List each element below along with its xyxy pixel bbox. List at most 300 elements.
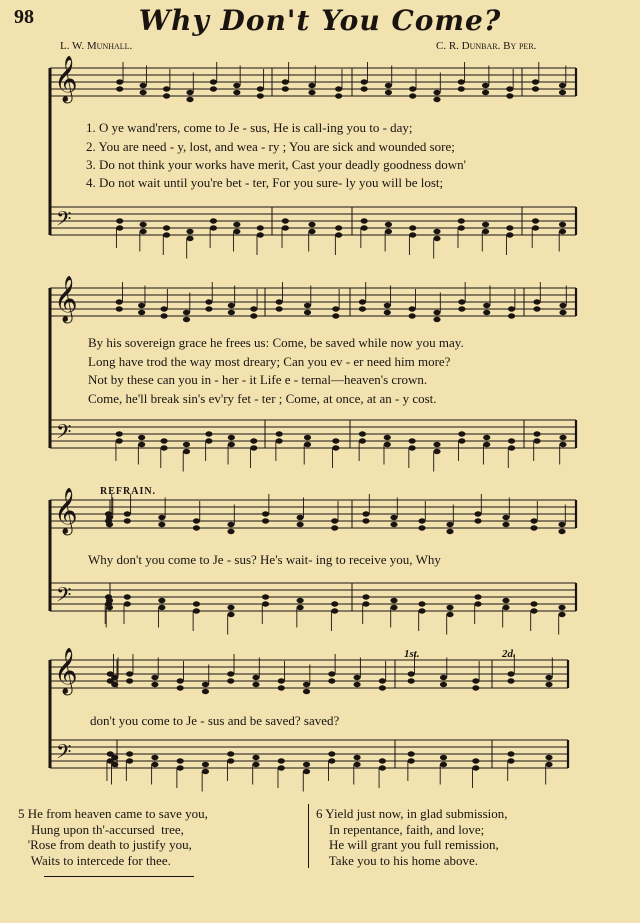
note-head	[446, 605, 453, 610]
note-head	[418, 518, 425, 523]
note-head	[177, 678, 184, 683]
note-head	[183, 442, 190, 447]
note-head	[276, 431, 283, 436]
note-head	[474, 518, 481, 523]
treble-clef-icon: 𝄞	[54, 648, 78, 694]
note-head	[362, 511, 369, 516]
note-head	[124, 594, 131, 599]
note-head	[210, 79, 217, 84]
note-head	[262, 511, 269, 516]
note-head	[384, 435, 391, 440]
note-head	[328, 678, 335, 683]
note-head	[205, 431, 212, 436]
note-head	[250, 438, 257, 443]
note-head	[530, 601, 537, 606]
note-head	[227, 678, 234, 683]
note-head	[116, 438, 123, 443]
note-head	[559, 83, 566, 88]
note-head	[408, 678, 415, 683]
note-head	[385, 83, 392, 88]
note-head	[163, 232, 170, 237]
note-head	[124, 518, 131, 523]
note-head	[332, 438, 339, 443]
note-head	[559, 310, 566, 315]
note-head	[262, 594, 269, 599]
note-head	[210, 225, 217, 230]
treble-clef-icon: 𝄞	[54, 56, 78, 102]
note-head	[303, 769, 310, 774]
page-number: 98	[14, 6, 34, 28]
note-head	[353, 682, 360, 687]
note-head	[106, 598, 113, 603]
note-head	[140, 229, 147, 234]
note-head	[276, 438, 283, 443]
note-head	[138, 442, 145, 447]
note-head	[390, 598, 397, 603]
note-head	[332, 445, 339, 450]
lyric-line-2-3: Not by these can you in - her - it Life e - ternal—heaven's crown.	[88, 372, 428, 387]
note-head	[483, 303, 490, 308]
note-head	[308, 83, 315, 88]
note-head	[186, 236, 193, 241]
note-head	[545, 682, 552, 687]
note-head	[335, 93, 342, 98]
note-head	[390, 515, 397, 520]
note-head	[151, 762, 158, 767]
note-head	[303, 682, 310, 687]
lyric-line-2-1: By his sovereign grace he frees us: Come, be saved while now you may.	[88, 335, 464, 350]
note-head	[530, 608, 537, 613]
note-head	[177, 765, 184, 770]
bass-clef-icon: 𝄢	[56, 583, 72, 611]
note-head	[408, 671, 415, 676]
note-head	[390, 522, 397, 527]
note-head	[440, 675, 447, 680]
note-head	[177, 758, 184, 763]
note-head	[193, 601, 200, 606]
lyric-line-2-2: Long have trod the way most dreary; Can you ev - er need him more?	[88, 354, 451, 369]
note-head	[331, 525, 338, 530]
note-head	[559, 442, 566, 447]
refrain-label: REFRAIN.	[100, 486, 157, 497]
bass-clef-icon: 𝄢	[56, 740, 72, 768]
note-head	[257, 225, 264, 230]
note-head	[474, 601, 481, 606]
note-head	[362, 601, 369, 606]
note-head	[140, 222, 147, 227]
note-head	[202, 682, 209, 687]
note-head	[228, 310, 235, 315]
note-head	[252, 682, 259, 687]
note-head	[140, 83, 147, 88]
note-head	[458, 431, 465, 436]
note-head	[151, 682, 158, 687]
note-head	[361, 79, 368, 84]
note-head	[193, 518, 200, 523]
note-head	[335, 225, 342, 230]
treble-clef-icon: 𝄞	[54, 488, 78, 534]
note-head	[227, 612, 234, 617]
note-head	[257, 86, 264, 91]
note-head	[183, 310, 190, 315]
note-head	[193, 525, 200, 530]
note-head	[446, 612, 453, 617]
note-head	[278, 678, 285, 683]
note-head	[359, 438, 366, 443]
note-head	[233, 229, 240, 234]
note-head	[160, 306, 167, 311]
note-head	[205, 438, 212, 443]
note-head	[379, 765, 386, 770]
note-head	[126, 758, 133, 763]
note-head	[228, 303, 235, 308]
note-head	[458, 225, 465, 230]
note-head	[506, 86, 513, 91]
note-head	[385, 90, 392, 95]
note-head	[193, 608, 200, 613]
note-head	[361, 218, 368, 223]
note-head	[126, 671, 133, 676]
note-head	[308, 229, 315, 234]
note-head	[233, 90, 240, 95]
note-head	[303, 762, 310, 767]
note-head	[532, 218, 539, 223]
note-head	[297, 605, 304, 610]
note-head	[483, 435, 490, 440]
note-head	[532, 79, 539, 84]
note-head	[106, 522, 113, 527]
note-head	[409, 438, 416, 443]
first-ending-label: 1st.	[404, 648, 420, 660]
note-head	[559, 229, 566, 234]
note-head	[385, 222, 392, 227]
note-head	[506, 225, 513, 230]
note-head	[151, 675, 158, 680]
note-head	[160, 313, 167, 318]
second-ending-label: 2d.	[502, 648, 516, 660]
note-head	[384, 310, 391, 315]
note-head	[250, 306, 257, 311]
note-head	[116, 218, 123, 223]
note-head	[227, 522, 234, 527]
note-head	[533, 431, 540, 436]
note-head	[205, 299, 212, 304]
note-head	[278, 758, 285, 763]
lyric-line-2-4: Come, he'll break sin's ev'ry fet - ter ; Come, at once, at an - y cost.	[88, 391, 437, 406]
note-head	[160, 438, 167, 443]
note-head	[379, 758, 386, 763]
note-head	[558, 605, 565, 610]
note-head	[409, 232, 416, 237]
note-head	[116, 299, 123, 304]
refrain-line-1: Why don't you come to Je - sus? He's wait- ing to receive you, Why	[88, 552, 441, 567]
bass-clef-icon: 𝄢	[56, 207, 72, 235]
note-head	[111, 762, 118, 767]
note-head	[409, 445, 416, 450]
note-head	[304, 442, 311, 447]
refrain-line-2: don't you come to Je - sus and be saved? saved?	[90, 713, 340, 728]
note-head	[359, 306, 366, 311]
footer-rule	[44, 876, 194, 877]
note-head	[282, 225, 289, 230]
note-head	[332, 306, 339, 311]
note-head	[138, 303, 145, 308]
note-head	[361, 86, 368, 91]
note-head	[472, 765, 479, 770]
note-head	[433, 442, 440, 447]
note-head	[482, 83, 489, 88]
note-head	[409, 306, 416, 311]
note-head	[508, 438, 515, 443]
note-head	[158, 515, 165, 520]
note-head	[331, 608, 338, 613]
note-head	[482, 90, 489, 95]
note-head	[332, 313, 339, 318]
note-head	[433, 90, 440, 95]
note-head	[140, 90, 147, 95]
note-head	[507, 751, 514, 756]
note-head	[297, 522, 304, 527]
note-head	[282, 218, 289, 223]
note-head	[328, 758, 335, 763]
note-head	[227, 671, 234, 676]
note-head	[278, 685, 285, 690]
note-head	[183, 449, 190, 454]
note-head	[163, 86, 170, 91]
note-head	[158, 605, 165, 610]
note-head	[408, 751, 415, 756]
note-head	[379, 678, 386, 683]
note-head	[559, 303, 566, 308]
note-head	[111, 682, 118, 687]
note-head	[545, 755, 552, 760]
note-head	[138, 435, 145, 440]
note-head	[257, 93, 264, 98]
note-head	[440, 762, 447, 767]
note-head	[186, 97, 193, 102]
note-head	[446, 529, 453, 534]
note-head	[250, 445, 257, 450]
note-head	[183, 317, 190, 322]
note-head	[257, 232, 264, 237]
note-head	[335, 86, 342, 91]
stanza-divider	[308, 804, 309, 868]
note-head	[151, 755, 158, 760]
note-head	[433, 97, 440, 102]
note-head	[124, 511, 131, 516]
note-head	[532, 86, 539, 91]
note-head	[483, 442, 490, 447]
note-head	[384, 442, 391, 447]
note-head	[458, 299, 465, 304]
note-head	[385, 229, 392, 234]
note-head	[353, 762, 360, 767]
note-head	[482, 229, 489, 234]
note-head	[138, 310, 145, 315]
note-head	[502, 598, 509, 603]
note-head	[210, 86, 217, 91]
note-head	[533, 306, 540, 311]
note-head	[158, 598, 165, 603]
note-head	[233, 222, 240, 227]
note-head	[506, 93, 513, 98]
note-head	[359, 299, 366, 304]
note-head	[507, 671, 514, 676]
note-head	[252, 675, 259, 680]
note-head	[533, 438, 540, 443]
lyric-line-1-2: 2. You are need - y, lost, and wea - ry ; You are sick and wounded sore;	[86, 139, 455, 154]
note-head	[418, 601, 425, 606]
note-head	[508, 313, 515, 318]
bass-clef-icon: 𝄢	[56, 420, 72, 448]
note-head	[483, 310, 490, 315]
note-head	[507, 758, 514, 763]
note-head	[409, 86, 416, 91]
note-head	[106, 605, 113, 610]
note-head	[361, 225, 368, 230]
note-head	[252, 762, 259, 767]
note-head	[126, 751, 133, 756]
note-head	[186, 90, 193, 95]
note-head	[328, 671, 335, 676]
note-head	[177, 685, 184, 690]
note-head	[472, 758, 479, 763]
note-head	[532, 225, 539, 230]
note-head	[163, 225, 170, 230]
note-head	[202, 689, 209, 694]
note-head	[278, 765, 285, 770]
note-head	[276, 299, 283, 304]
note-head	[362, 518, 369, 523]
note-head	[124, 601, 131, 606]
lyric-line-1-3: 3. Do not think your works have merit, Cast your deadly goodness down'	[86, 157, 467, 172]
note-head	[458, 306, 465, 311]
note-head	[228, 442, 235, 447]
note-head	[559, 222, 566, 227]
note-head	[163, 93, 170, 98]
note-head	[328, 751, 335, 756]
lyric-line-1-1: 1. O ye wand'rers, come to Je - sus, He is call-ing you to - day;	[86, 120, 413, 135]
note-head	[111, 755, 118, 760]
note-head	[186, 229, 193, 234]
stanza-5: 5 He from heaven came to save you, Hung upon th'-accursed tree, 'Rose from death to justify you, Waits to intercede for thee.	[18, 806, 208, 868]
note-head	[433, 317, 440, 322]
note-head	[409, 93, 416, 98]
note-head	[384, 303, 391, 308]
note-head	[433, 449, 440, 454]
note-head	[116, 431, 123, 436]
note-head	[233, 83, 240, 88]
note-head	[474, 511, 481, 516]
treble-clef-icon: 𝄞	[54, 276, 78, 322]
note-head	[282, 79, 289, 84]
note-head	[210, 218, 217, 223]
note-head	[353, 675, 360, 680]
note-head	[390, 605, 397, 610]
note-head	[308, 90, 315, 95]
stanza-6: 6 Yield just now, in glad submission, In repentance, faith, and love; He will grant you full remission, Take you to his home above.	[316, 806, 508, 868]
note-head	[533, 299, 540, 304]
note-head	[446, 522, 453, 527]
note-head	[353, 755, 360, 760]
note-head	[359, 431, 366, 436]
note-head	[106, 515, 113, 520]
note-head	[506, 232, 513, 237]
note-head	[418, 608, 425, 613]
note-head	[433, 229, 440, 234]
note-head	[262, 518, 269, 523]
note-head	[262, 601, 269, 606]
note-head	[474, 594, 481, 599]
hymn-title: Why Don't You Come?	[138, 4, 502, 37]
note-head	[160, 445, 167, 450]
note-head	[227, 751, 234, 756]
note-head	[304, 310, 311, 315]
composer-credit: C. R. Dunbar. By per.	[436, 40, 537, 52]
note-head	[362, 594, 369, 599]
note-head	[502, 515, 509, 520]
note-head	[482, 222, 489, 227]
lyric-line-1-4: 4. Do not wait until you're bet - ter, For you sure- ly you will be lost;	[86, 175, 444, 190]
note-head	[440, 682, 447, 687]
note-head	[252, 755, 259, 760]
note-head	[440, 755, 447, 760]
note-head	[507, 678, 514, 683]
note-head	[530, 525, 537, 530]
note-head	[408, 758, 415, 763]
note-head	[158, 522, 165, 527]
note-head	[228, 435, 235, 440]
note-head	[472, 685, 479, 690]
note-head	[433, 310, 440, 315]
note-head	[116, 225, 123, 230]
note-head	[202, 769, 209, 774]
note-head	[545, 762, 552, 767]
note-head	[126, 678, 133, 683]
note-head	[545, 675, 552, 680]
note-head	[331, 601, 338, 606]
note-head	[205, 306, 212, 311]
note-head	[530, 518, 537, 523]
note-head	[116, 306, 123, 311]
note-head	[202, 762, 209, 767]
note-head	[116, 86, 123, 91]
note-head	[458, 86, 465, 91]
note-head	[559, 90, 566, 95]
note-head	[250, 313, 257, 318]
note-head	[418, 525, 425, 530]
note-head	[379, 685, 386, 690]
note-head	[508, 445, 515, 450]
note-head	[409, 225, 416, 230]
note-head	[458, 438, 465, 443]
note-head	[227, 758, 234, 763]
note-head	[116, 79, 123, 84]
note-head	[502, 522, 509, 527]
note-head	[335, 232, 342, 237]
note-head	[458, 218, 465, 223]
note-head	[502, 605, 509, 610]
note-head	[331, 518, 338, 523]
note-head	[409, 313, 416, 318]
note-head	[308, 222, 315, 227]
note-head	[297, 598, 304, 603]
note-head	[227, 605, 234, 610]
note-head	[558, 522, 565, 527]
note-head	[303, 689, 310, 694]
note-head	[276, 306, 283, 311]
note-head	[433, 236, 440, 241]
